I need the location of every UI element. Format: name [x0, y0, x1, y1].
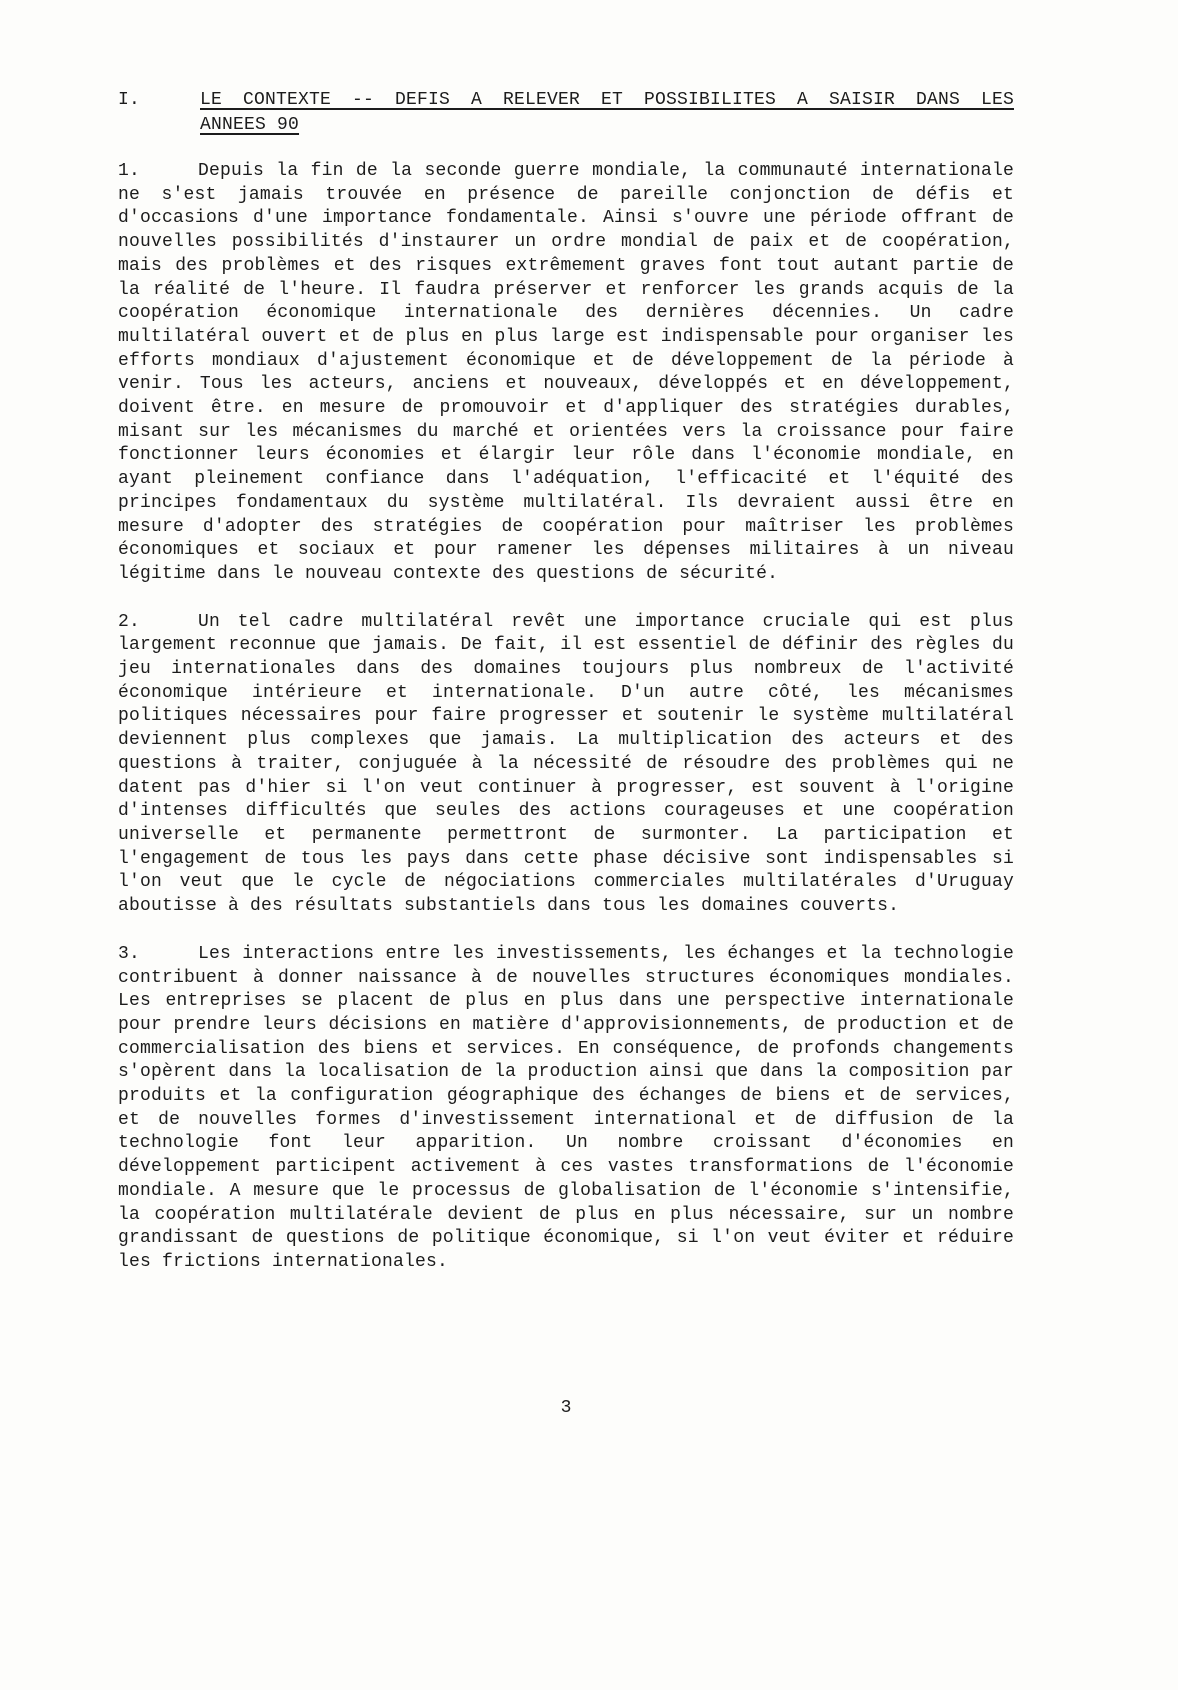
page-number: 3 — [560, 1398, 572, 1418]
paragraph-1-text: Depuis la fin de la seconde guerre mondiale, la communauté internationale ne s'est jamais trouvée en présence de pareille conjonction de défis et d'occasions d'une importance fondamentale. Ainsi s'ouvre une période offrant de nouvelles possibilités d'instaurer un ordre mondial de paix et de coopération, mais des problèmes et des risques extrêmement graves font tout autant partie de la réalité de l'heure. Il faudra préserver et renforcer les grands acquis de la coopération économique internationale des dernières décennies. Un cadre multilatéral ouvert et de plus en plus large est indispensable pour organiser les efforts mondiaux d'ajustement économique et de développement de la période à venir. Tous les acteurs, anciens et nouveaux, développés et en développement, doivent être. en mesure de promouvoir et d'appliquer des stratégies durables, misant sur les mécanismes du marché et orientées vers la croissance pour faire fonctionner leurs économies et élargir leur rôle dans l'économie mondiale, en ayant pleinement confiance dans l'adéquation, l'efficacité et l'équité des principes fondamentaux du système multilatéral. Ils devraient aussi être en mesure d'adopter des stratégies de coopération pour maîtriser les problèmes économiques et sociaux et pour ramener les dépenses militaires à un niveau légitime dans le nouveau contexte des questions de sécurité. — [118, 161, 1014, 584]
paragraph-1 — [118, 160, 1014, 587]
paragraph-3-number: 3. — [118, 943, 141, 964]
section-title-line-2: ANNEES 90 — [200, 115, 300, 135]
paragraph-2-text: Un tel cadre multilatéral revêt une importance cruciale qui est plus largement reconnue que jamais. De fait, il est essentiel de définir des règles du jeu internationales dans des domaines toujours plus nombreux de l'activité économique intérieure et internationale. D'un autre côté, les mécanismes politiques nécessaires pour faire progresser et soutenir le système multilatéral deviennent plus complexes que jamais. La multiplication des acteurs et des questions à traiter, conjuguée à la nécessité de résoudre des problèmes qui ne datent pas d'hier si l'on veut continuer à progresser, est souvent à l'origine d'intenses difficultés que seules des actions courageuses et une coopération universelle et permanente permettront de surmonter. La participation et l'engagement de tous les pays dans cette phase décisive sont indispensables si l'on veut que le cycle de négociations commerciales multilatérales d'Uruguay aboutisse à des résultats substantiels dans tous les domaines couverts. — [118, 611, 1014, 917]
page-footer — [118, 1396, 1014, 1420]
paragraph-3-text: Les interactions entre les investissements, les échanges et la technologie contribuent à donner naissance à de nouvelles structures économiques mondiales. Les entreprises se placent de plus en plus dans une perspective internationale pour prendre leurs décisions en matière d'approvisionnements, de production et de commercialisation des biens et services. En conséquence, de profonds changements s'opèrent dans la localisation de la production ainsi que dans la composition par produits et la configuration géographique des échanges de biens et de services, et de nouvelles formes d'investissement international et de diffusion de la technologie font leur apparition. Un nombre croissant d'économies en développement participent activement à ces vastes transformations de l'économie mondiale. A mesure que le processus de globalisation de l'économie s'intensifie, la coopération multilatérale devient de plus en plus nécessaire, sur un nombre grandissant de questions de politique économique, si l'on veut éviter et réduire les frictions internationales. — [118, 943, 1014, 1272]
paragraph-2-number: 2. — [118, 611, 141, 632]
section-title-line-1: LE CONTEXTE -- DEFIS A RELEVER ET POSSIBILITES A SAISIR DANS LES — [200, 90, 1014, 110]
paragraph-2 — [118, 611, 1014, 919]
document-body — [118, 160, 1014, 1275]
paragraph-3 — [118, 943, 1014, 1275]
section-number: I. — [118, 90, 141, 110]
section-title — [200, 88, 1014, 138]
section-heading — [118, 88, 1014, 138]
paragraph-1-number: 1. — [118, 161, 141, 181]
